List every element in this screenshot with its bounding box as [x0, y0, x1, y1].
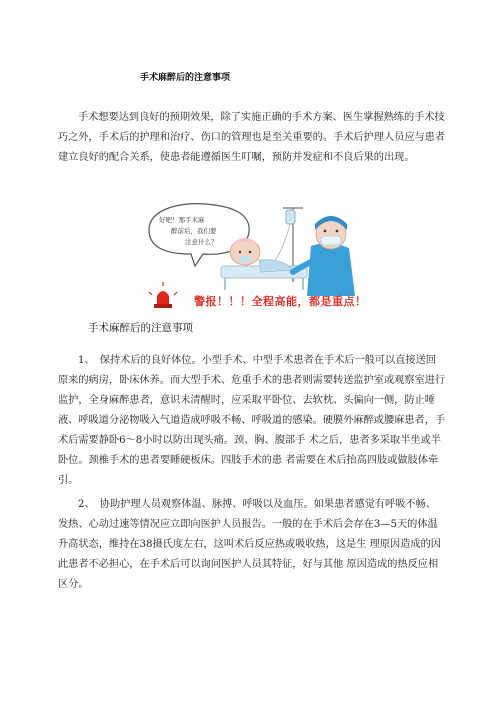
list-item-2: 2、 协助护理人员观察体温、脉搏、呼吸以及血压。如果患者感觉有呼吸不畅、发热、心动过速等情况应立即向医护人员报告。一般的在手术后会存在3—5天的体温升高状态，维持在38摄氏度左右，这叫术后反应热或吸收热，这是生 理原因造成的因此患者不必担心，在手术后可以询问医护人员其特征，好与其他 原因造成的热反应相区分。: [58, 499, 441, 590]
bubble-line-2: 醉前后，我们要: [171, 227, 217, 235]
intro-paragraph: 手术想要达到良好的预期效果，除了实施正确的手术方案、医生掌握熟练的手术技巧之外，手术后的护理和治疗、伤口的管理也是至关重要的。手术后护理人员应与患者建立良好的配合关系，使患者能遵循医生叮嘱，预防并发症和不良后果的出现。: [58, 112, 446, 163]
alarm-light-icon: [149, 282, 177, 308]
list-item-1: 1、 保持术后的良好体位。小型手术、中型手术患者在手术后一般可以直接送回原来的病房，卧床休养。而大型手术、危重手术的患者则需要转送监护室或观察室进行监护，全身麻醉患者，意识未清醒时，应采取平卧位、去软枕、头偏向一侧，防止唾液、呼吸道分泌物吸入气道造成呼吸不畅、呼吸道的感染。硬膜外麻醉或腰麻患者，手术后需要静卧6～8小时以防出现头痛。颈、胸、腹部手 术之后，患者多采取半坐或半卧位。颈椎手术的患者要睡硬板床。四肢手术的患 者需要在术后抬高四肢或做肢体牵引。: [58, 355, 446, 486]
alert-banner: 警报！！！全程高能，都是重点！: [194, 295, 367, 308]
bubble-line-3: 注意什么？: [185, 238, 218, 246]
section-heading: 手术麻醉后的注意事项: [88, 322, 193, 334]
bubble-line-1: 好吧！那手术麻: [159, 216, 205, 224]
document-title: 手术麻醉后的注意事项: [139, 73, 230, 83]
